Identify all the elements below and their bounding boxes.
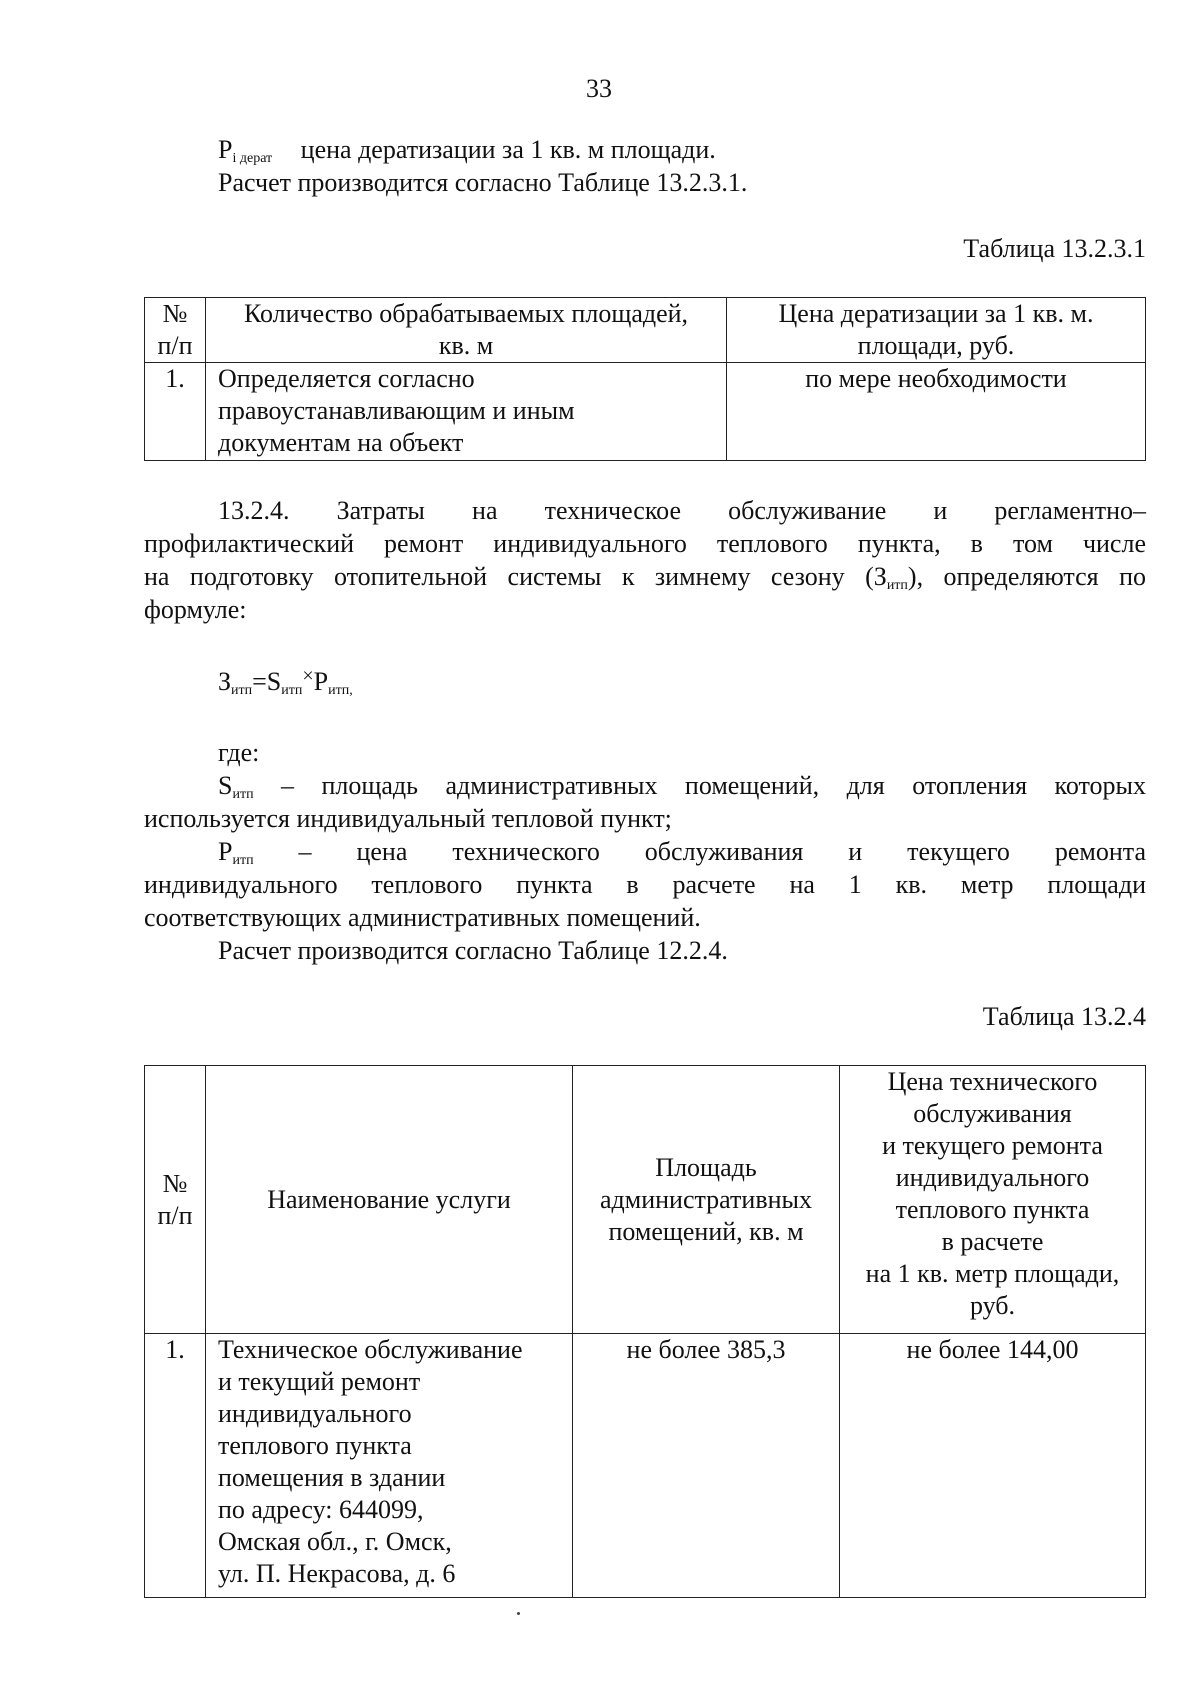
table2-row-service-line: по адресу: 644099, (218, 1495, 424, 1524)
table1-caption: Таблица 13.2.3.1 (963, 234, 1146, 263)
table2-header-price-line: на 1 кв. метр площади, (865, 1259, 1120, 1288)
formula-z: З (218, 667, 232, 696)
section-para-line-3-text: на подготовку отопительной системы к зимнему сезону (З (144, 562, 887, 591)
table2-row-service-line: ул. П. Некрасова, д. 6 (218, 1559, 456, 1588)
section-calc-line: Расчет производится согласно Таблице 12.2.4. (218, 936, 728, 965)
table2-row-num: 1. (145, 1334, 206, 1598)
table1-header-row (145, 298, 1146, 363)
table1-header-num-line: № (162, 299, 188, 328)
table2-header-area (573, 1066, 840, 1334)
p-definition-line-3: соответствующих административных помещений. (144, 903, 701, 932)
table2-header-price-line: в расчете (941, 1227, 1044, 1256)
section-para-line-2: профилактический ремонт индивидуального теплового пункта, в том числе (144, 529, 1146, 558)
table2-header-price-line: обслуживания (913, 1099, 1072, 1128)
table2-header-service: Наименование услуги (206, 1066, 573, 1334)
table2-row-service (206, 1334, 573, 1598)
table1-header-price (727, 298, 1146, 363)
formula-s-sub: итп (281, 683, 303, 698)
intro-symbol-sub: i дерат (232, 151, 273, 166)
where-label: где: (218, 738, 260, 767)
formula-p: Р (313, 667, 329, 696)
table1-header-area-line: Количество обрабатываемых площадей, (243, 299, 689, 328)
table-13-2-4 (144, 1065, 1146, 1598)
table2-header-num-line: № (162, 1168, 188, 1198)
table2-header-price-line: Цена технического (887, 1067, 1098, 1096)
section-para-line-1: 13.2.4. Затраты на техническое обслуживание и регламентно– (218, 496, 1146, 525)
table-row (145, 1334, 1146, 1598)
formula (218, 665, 353, 703)
section-para-tail: ), определяются по (907, 562, 1146, 591)
table2-header-area-line: административных (600, 1184, 812, 1214)
table-13-2-3-1 (144, 297, 1146, 461)
table1-header-area (206, 298, 727, 363)
table2-row-service-line: теплового пункта (218, 1431, 412, 1460)
scan-speck (517, 1612, 520, 1615)
table2-row-price: не более 144,00 (840, 1334, 1146, 1598)
s-def-line1: – площадь административных помещений, для отопления которых (281, 771, 1146, 800)
table2-header-price-line: руб. (969, 1291, 1016, 1320)
intro-symbol: Р (218, 135, 233, 164)
formula-p-sub: итп, (328, 683, 353, 698)
s-def-sub: итп (232, 787, 254, 802)
table1-row-area-line: документам на объект (218, 428, 464, 457)
table1-row-area (206, 363, 727, 461)
p-def-symbol: Р (218, 837, 233, 866)
table2-header-row (145, 1066, 1146, 1334)
p-def-line1: – цена технического обслуживания и текущего ремонта (298, 837, 1146, 866)
table1-header-area-line: кв. м (438, 331, 494, 360)
table1-header-num (145, 298, 206, 363)
table2-header-num (145, 1066, 206, 1334)
table1-header-num-line: п/п (157, 331, 193, 360)
table2-row-service-line: и текущий ремонт (218, 1367, 421, 1396)
formula-eq: =S (252, 667, 282, 696)
table2-header-area-line: Площадь (655, 1152, 757, 1182)
table2-row-area: не более 385,3 (573, 1334, 840, 1598)
table2-caption: Таблица 13.2.4 (982, 1002, 1146, 1031)
section-para-line-4: формуле: (144, 595, 247, 624)
table2-header-price-line: и текущего ремонта (882, 1131, 1103, 1160)
table2-row-service-line: помещения в здании (218, 1463, 446, 1492)
table2-header-area-line: помещений, кв. м (608, 1216, 804, 1246)
s-def-symbol: S (218, 771, 233, 800)
table1-row-price: по мере необходимости (727, 363, 1146, 461)
table1-row-num: 1. (145, 363, 206, 461)
table2-row-service-line: индивидуального (218, 1399, 412, 1428)
table2-row-service-line: Техническое обслуживание (218, 1335, 523, 1364)
p-def-sub: итп (232, 853, 254, 868)
intro-symbol-text: цена дератизации за 1 кв. м площади. (300, 135, 716, 164)
table2-header-price-line: индивидуального (895, 1163, 1090, 1192)
formula-times: × (302, 665, 314, 687)
table2-row-service-line: Омская обл., г. Омск, (218, 1527, 452, 1556)
table1-row-area-line: Определяется согласно (218, 364, 475, 393)
table1-row-area-line: правоустанавливающим и иным (218, 396, 575, 425)
p-definition-line-2: индивидуального теплового пункта в расчете на 1 кв. метр площади (144, 870, 1146, 899)
page-number: 33 (586, 74, 612, 103)
table1-header-price-line: Цена дератизации за 1 кв. м. (778, 299, 1094, 328)
table1-header-price-line: площади, руб. (857, 331, 1015, 360)
section-para-line-3 (144, 560, 1146, 598)
table2-header-price-line: теплового пункта (895, 1195, 1090, 1224)
table2-header-price (840, 1066, 1146, 1334)
table2-header-num-line: п/п (157, 1200, 193, 1230)
section-para-sub: итп (886, 578, 908, 593)
s-definition-line-2: используется индивидуальный тепловой пункт; (144, 804, 672, 833)
formula-z-sub: итп (231, 683, 253, 698)
table-row (145, 363, 1146, 461)
intro-calc-line: Расчет производится согласно Таблице 13.2.3.1. (218, 168, 748, 197)
